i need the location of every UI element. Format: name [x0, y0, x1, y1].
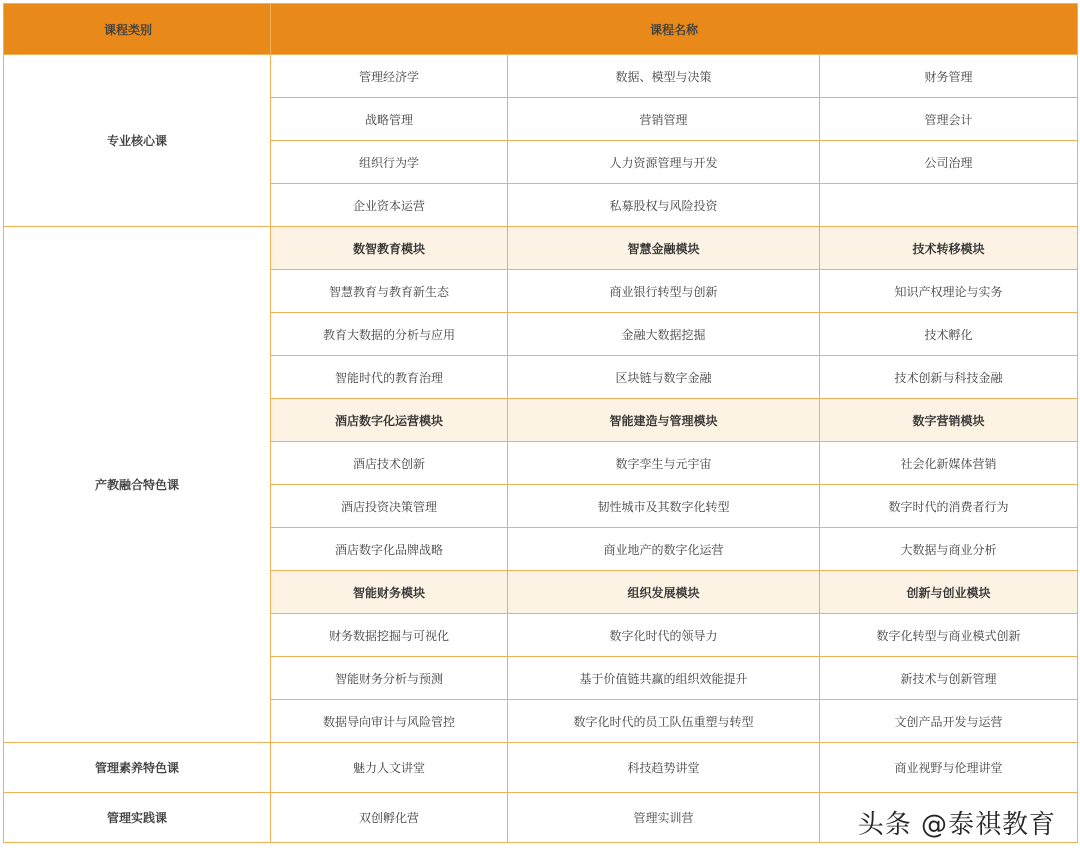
course-cell: 数字孪生与元宇宙 [508, 442, 820, 485]
course-cell: 管理实训营 [508, 793, 820, 843]
course-cell: 酒店数字化品牌战略 [271, 528, 508, 571]
course-cell: 管理会计 [820, 98, 1078, 141]
module-cell: 数智教育模块 [271, 227, 508, 270]
course-cell: 人力资源管理与开发 [508, 141, 820, 184]
curriculum-table [3, 3, 1078, 843]
course-cell: 技术创新与科技金融 [820, 356, 1078, 399]
course-cell: 数字化时代的员工队伍重塑与转型 [508, 700, 820, 743]
course-cell: 知识产权理论与实务 [820, 270, 1078, 313]
category-practice: 管理实践课 [4, 793, 271, 843]
course-cell: 商业视野与伦理讲堂 [820, 743, 1078, 793]
course-cell: 商业银行转型与创新 [508, 270, 820, 313]
course-cell: 管理经济学 [271, 55, 508, 98]
course-cell: 数字时代的消费者行为 [820, 485, 1078, 528]
course-cell: 金融大数据挖掘 [508, 313, 820, 356]
table-row [4, 55, 1078, 98]
course-cell: 基于价值链共赢的组织效能提升 [508, 657, 820, 700]
course-cell: 营销管理 [508, 98, 820, 141]
module-cell: 智能建造与管理模块 [508, 399, 820, 442]
course-cell: 战略管理 [271, 98, 508, 141]
course-cell: 智慧教育与教育新生态 [271, 270, 508, 313]
module-cell: 智能财务模块 [271, 571, 508, 614]
module-cell: 创新与创业模块 [820, 571, 1078, 614]
course-cell: 科技趋势讲堂 [508, 743, 820, 793]
category-literacy: 管理素养特色课 [4, 743, 271, 793]
course-cell: 数据、模型与决策 [508, 55, 820, 98]
course-cell: 魅力人文讲堂 [271, 743, 508, 793]
course-cell: 财务数据挖掘与可视化 [271, 614, 508, 657]
course-cell: 智能财务分析与预测 [271, 657, 508, 700]
course-cell: 商业地产的数字化运营 [508, 528, 820, 571]
watermark: 头条 @泰祺教育 [857, 810, 1056, 840]
course-cell: 公司治理 [820, 141, 1078, 184]
course-cell: 双创孵化营 [271, 793, 508, 843]
course-cell: 区块链与数字金融 [508, 356, 820, 399]
header-course-name: 课程名称 [271, 4, 1078, 55]
module-cell: 数字营销模块 [820, 399, 1078, 442]
course-cell: 企业资本运营 [271, 184, 508, 227]
course-cell: 酒店投资决策管理 [271, 485, 508, 528]
course-cell: 数字化转型与商业模式创新 [820, 614, 1078, 657]
course-cell: 教育大数据的分析与应用 [271, 313, 508, 356]
table-row [4, 743, 1078, 793]
module-cell: 智慧金融模块 [508, 227, 820, 270]
course-cell: 数据导向审计与风险管控 [271, 700, 508, 743]
category-industry: 产教融合特色课 [4, 227, 271, 743]
course-cell [820, 184, 1078, 227]
course-cell: 组织行为学 [271, 141, 508, 184]
module-cell: 酒店数字化运营模块 [271, 399, 508, 442]
header-row [4, 4, 1078, 55]
course-cell: 大数据与商业分析 [820, 528, 1078, 571]
course-cell: 智能时代的教育治理 [271, 356, 508, 399]
module-cell: 技术转移模块 [820, 227, 1078, 270]
course-cell: 财务管理 [820, 55, 1078, 98]
module-row [4, 227, 1078, 270]
header-category: 课程类别 [4, 4, 271, 55]
course-cell: 新技术与创新管理 [820, 657, 1078, 700]
module-cell: 组织发展模块 [508, 571, 820, 614]
category-core: 专业核心课 [4, 55, 271, 227]
course-cell: 技术孵化 [820, 313, 1078, 356]
course-cell: 酒店技术创新 [271, 442, 508, 485]
course-cell: 文创产品开发与运营 [820, 700, 1078, 743]
course-cell: 韧性城市及其数字化转型 [508, 485, 820, 528]
course-cell: 私募股权与风险投资 [508, 184, 820, 227]
course-cell: 数字化时代的领导力 [508, 614, 820, 657]
course-cell: 社会化新媒体营销 [820, 442, 1078, 485]
